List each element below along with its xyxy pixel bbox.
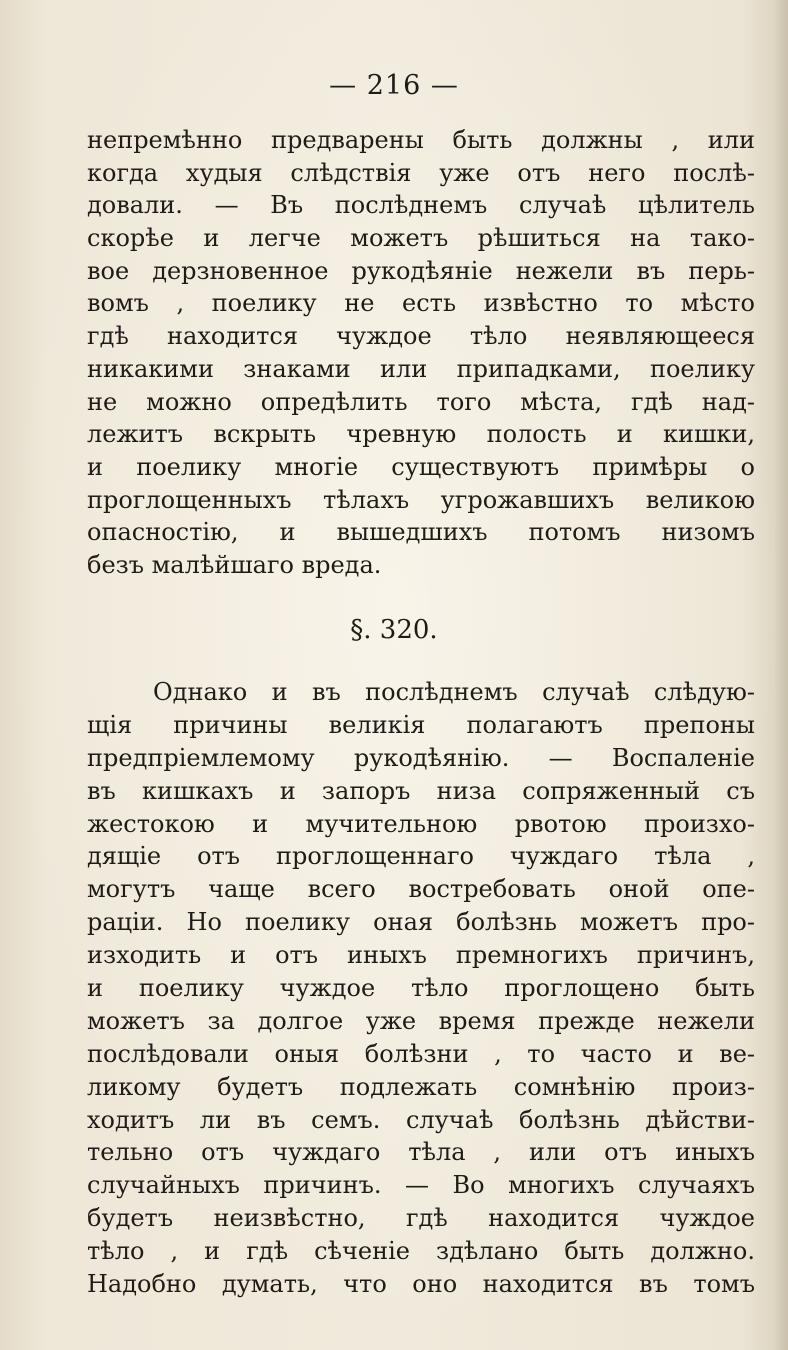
text-line: когда худыя слѣдствія уже отъ него послѣ- (87, 158, 755, 187)
page-number: — 216 — (329, 70, 459, 101)
text-line: жестокою и мучительною рвотою произхо- (87, 809, 755, 838)
text-line: предпріемлемому рукодѣянію. — Воспаленіе (87, 743, 755, 772)
text-line: можетъ за долгое уже время прежде нежели (87, 1006, 755, 1035)
text-line: вомъ , поелику не есть извѣстно то мѣсто (87, 289, 755, 318)
paragraph-2 (87, 676, 755, 1301)
text-line: изходить и отъ иныхъ премногихъ причинъ, (87, 941, 755, 970)
text-line: Надобно думать, что оно находится въ томъ (87, 1270, 755, 1299)
text-line: гдѣ находится чуждое тѣло неявляющееся (87, 322, 755, 351)
text-line: никакими знаками или припадками, поелику (87, 354, 755, 383)
text-line: проглощенныхъ тѣлахъ угрожавшихъ великою (87, 485, 755, 514)
text-line: въ кишкахъ и запоръ низа сопряженный съ (87, 776, 755, 805)
text-line: могутъ чаще всего востребовать оной опе- (87, 875, 755, 904)
text-line: непремѣнно предварены быть должны , или (87, 126, 755, 154)
section-heading: §. 320. (350, 615, 438, 645)
text-line: вое дерзновенное рукодѣяніе нежели въ перь- (87, 256, 755, 285)
text-line: тельно отъ чуждаго тѣла , или отъ иныхъ (87, 1138, 755, 1167)
text-line: лежитъ вскрыть чревную полость и кишки, (87, 420, 755, 449)
text-line: ликому будетъ подлежать сомнѣнію произ- (87, 1072, 755, 1101)
page-edge-shadow (774, 0, 788, 1350)
text-line: и поелику многіе существуютъ примѣры о (87, 452, 755, 481)
text-line: и поелику чуждое тѣло проглощено быть (87, 974, 755, 1003)
text-line: не можно опредѣлить того мѣста, гдѣ над- (87, 387, 755, 416)
text-line: будетъ неизвѣстно, гдѣ находится чуждое (87, 1204, 755, 1233)
text-line: раціи. Но поелику оная болѣзнь можетъ про- (87, 908, 755, 937)
text-line: скорѣе и легче можетъ рѣшиться на тако- (87, 224, 755, 253)
text-line: щія причины великія полагаютъ препоны (87, 710, 755, 739)
text-line: случайныхъ причинъ. — Во многихъ случаяхъ (87, 1171, 755, 1200)
text-line: дящіе отъ проглощеннаго чуждаго тѣла , (87, 842, 755, 871)
text-line: опасностію, и вышедшихъ потомъ низомъ (87, 518, 755, 547)
text-line: Однако и въ послѣднемъ случаѣ слѣдую- (153, 678, 755, 706)
text-line: безъ малѣйшаго вреда. (87, 550, 382, 579)
text-line: довали. — Въ послѣднемъ случаѣ цѣлитель (87, 191, 755, 220)
paragraph-1 (87, 124, 755, 582)
text-line: ходитъ ли въ семъ. случаѣ болѣзнь дѣйстви- (87, 1105, 755, 1134)
text-line: тѣло , и гдѣ сѣченіе здѣлано быть должно. (87, 1237, 755, 1266)
text-line: послѣдовали оныя болѣзни , то часто и ве- (87, 1039, 755, 1068)
